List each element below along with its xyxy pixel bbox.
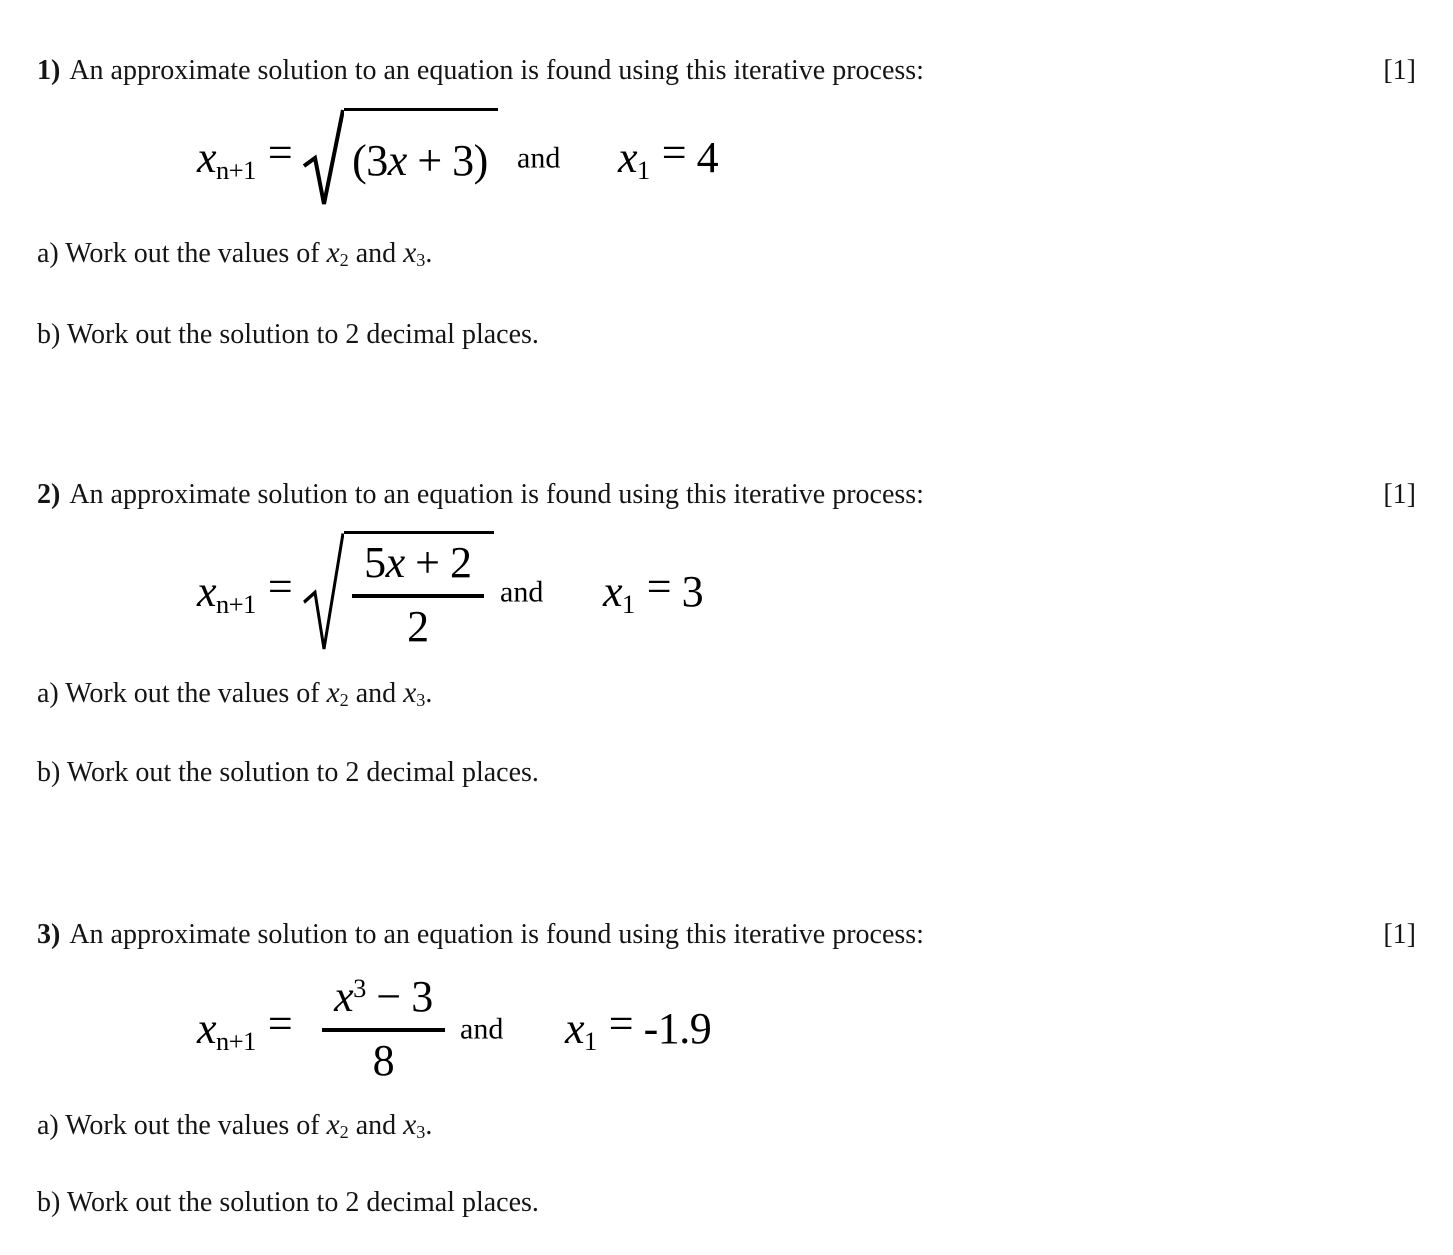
question-3-marks: [1] <box>1383 919 1416 950</box>
question-3-formula <box>197 971 1416 1085</box>
conjunction-1: and <box>517 141 561 175</box>
conjunction-2: and <box>500 575 544 609</box>
question-2-part-a: a) Work out the values of x2 and x3. <box>37 677 433 710</box>
radicand-1: (3 x + 3) <box>344 108 498 208</box>
formula-3-lhs: xn+1 = <box>197 998 293 1057</box>
fraction-2 <box>352 539 483 652</box>
question-3-header <box>37 919 1416 951</box>
question-1-part-a: a) Work out the values of x2 and x3. <box>37 237 433 270</box>
question-1-part-b: b) Work out the solution to 2 decimal places. <box>37 319 539 350</box>
square-root-1 <box>302 108 498 208</box>
fraction-3 <box>322 973 445 1086</box>
square-root-2 <box>302 531 493 654</box>
formula-1-lhs: xn+1 = <box>197 127 293 186</box>
question-2-formula <box>197 537 1416 651</box>
initial-value-1: x1 = 4 <box>618 127 719 186</box>
conjunction-3: and <box>460 1012 504 1046</box>
initial-value-2: x1 = 3 <box>603 561 704 620</box>
question-1-prompt: An approximate solution to an equation is found using this iterative process: <box>69 55 924 86</box>
fraction-3-denominator: 8 <box>322 1028 445 1085</box>
radicand-2 <box>344 531 493 654</box>
fraction-2-numerator: 5x + 2 <box>364 537 472 587</box>
question-1-header <box>37 55 1416 87</box>
question-1-marks: [1] <box>1383 55 1416 86</box>
initial-value-3: x1 = -1.9 <box>565 998 712 1057</box>
question-2-header <box>37 479 1416 511</box>
formula-2-lhs: xn+1 = <box>197 561 293 620</box>
question-2-number: 2) <box>37 479 61 510</box>
radical-sign-icon <box>302 531 344 654</box>
fraction-3-numerator: $x^3 - 3$ <box>334 971 433 1021</box>
question-2-prompt: An approximate solution to an equation is found using this iterative process: <box>69 479 924 510</box>
question-1-number: 1) <box>37 55 61 86</box>
question-1-formula <box>197 120 1416 196</box>
radical-sign-icon <box>302 108 344 208</box>
question-3-number: 3) <box>37 919 61 950</box>
fraction-2-denominator: 2 <box>352 594 483 651</box>
question-3-part-b: b) Work out the solution to 2 decimal places. <box>37 1187 539 1218</box>
question-3-prompt: An approximate solution to an equation is found using this iterative process: <box>69 919 924 950</box>
question-2-marks: [1] <box>1383 479 1416 510</box>
question-2-part-b: b) Work out the solution to 2 decimal places. <box>37 757 539 788</box>
question-3-part-a: a) Work out the values of x2 and x3. <box>37 1109 433 1142</box>
